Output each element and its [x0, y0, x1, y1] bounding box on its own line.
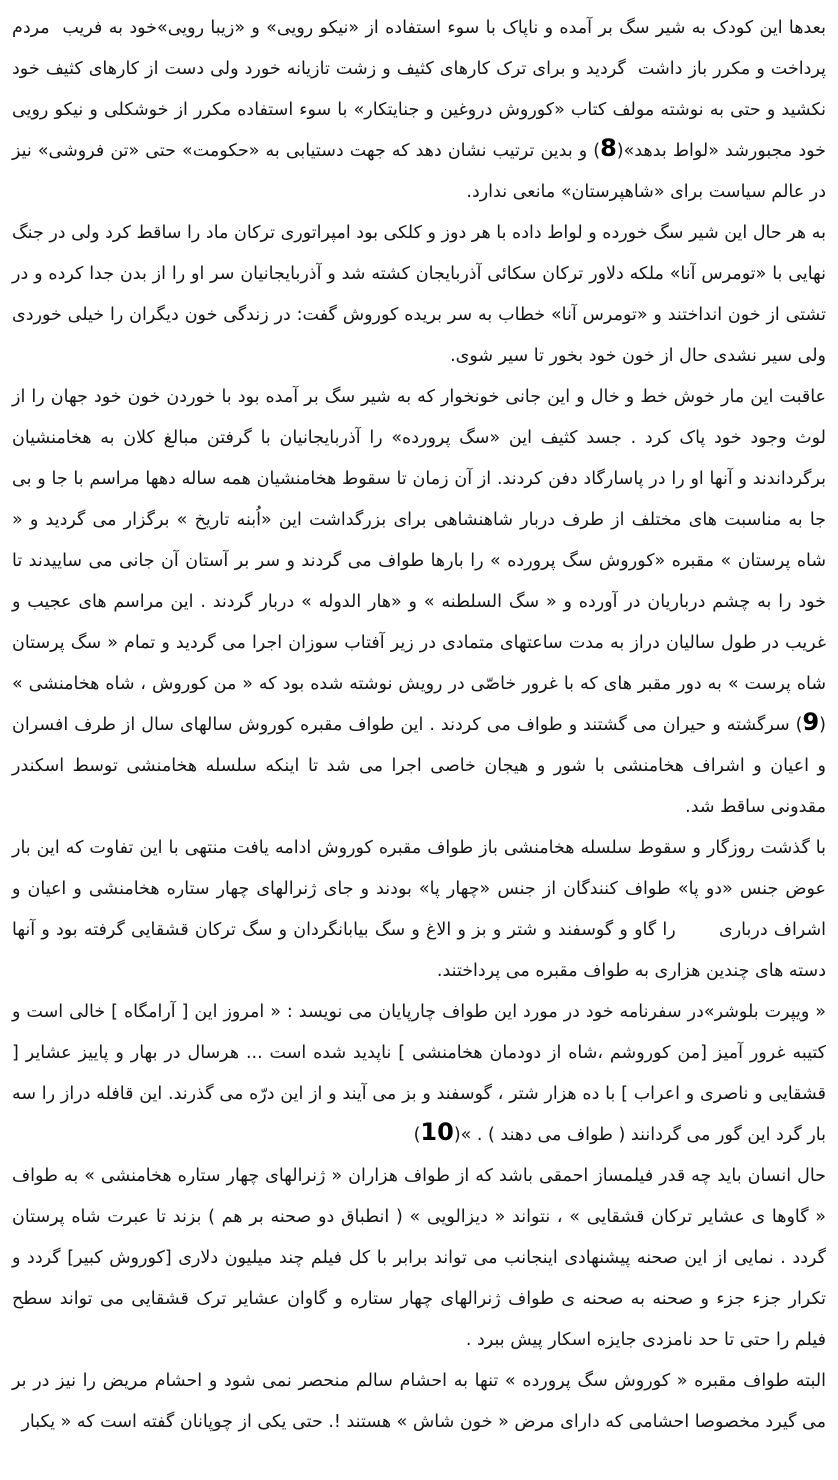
body-text: « ویپرت بلوشر»در سفرنامه خود در مورد این طواف چارپایان می نویسد : « امروز این [ آرامگاه ] خالی است و کتیبه غرور آمیز [من کوروشم ،شاه از دودمان هخامنشی ] ناپدید شده است ... هرسال در بهار و پاییز عشایر [ قشقایی و ناصری و اعراب ] با ده هزار شتر ، گوسفند و بز می آیند و از این درّه می گذرند. این قافله دراز را سه بار گرد این گور می گردانند ( طواف می دهند ) . »(: [6, 1002, 826, 1145]
paragraph-5: [6, 992, 826, 1156]
paragraph-7: [6, 1361, 826, 1443]
body-text: ) و بدین ترتیب نشان دهد که جهت دستیابی به «حکومت» حتی «تن فروشی» نیز در عالم سیاست برای «شاهپرستان» مانعی ندارد.: [6, 141, 826, 202]
paragraph-2: [6, 213, 826, 377]
body-text: به هر حال این شیر سگ خورده و لواط داده با هر دوز و کلکی بود امپراتوری ترکان ماد را ساقط کرد ولی در جنگ نهایی با «تومرس آنا» ملکه دلاور ترکان سکائی آذربایجان کشته شد و آذربایجانیان سر او را از بدن جدا کرده و در تشتی از خون انداختند و «تومرس آنا» خطاب به سر بریده کوروش گفت: در زندگی خون دیگران را خیلی خوردی ولی سیر نشدی حال از خون خود بخور تا سیر شوی.: [6, 223, 826, 366]
paragraph-6: [6, 1156, 826, 1361]
body-text: حال انسان باید چه قدر فیلمساز احمقی باشد که از طواف هزاران « ژنرالهای چهار ستاره هخامنشی » به طواف « گاوها ی عشایر ترکان قشقایی » ، نتواند « دیزالویی » ( انطباق دو صحنه بر هم ) بزند تا عبرت شاه پرستان گردد . نمایی از این صحنه پیشنهادی اینجانب می تواند برابر با کل فیلم چند میلیون دلاری [کوروش کبیر] گردد و تکرار جزء جزء و صحنه به صحنه ی طواف ژنرالهای چهار ستاره و گاوان عشایر ترک قشقایی می تواند سطح فیلم را حتی تا حد نامزدی جایزه اسکار پیش ببرد .: [6, 1166, 826, 1350]
paragraph-3: [6, 377, 826, 828]
body-text: با گذشت روزگار و سقوط سلسله هخامنشی باز طواف مقبره کوروش ادامه یافت منتهی با این تفاوت که این بار عوض جنس «دو پا» طواف کنندگان از جنس «چهار پا» بودند و جای ژنرالهای چهار ستاره هخامنشی و اعیان و اشراف درباری را گاو و گوسفند و شتر و بز و الاغ و سگ بیابانگردان و سگ ترکان قشقایی گرفته بود و آنها دسته های چندین هزاری به طواف مقبره می پرداختند.: [6, 838, 826, 981]
body-text: ): [413, 1125, 421, 1145]
footnote-ref-number: 9: [802, 708, 820, 736]
body-text: البته طواف مقبره « کوروش سگ پرورده » تنها به احشام سالم منحصر نمی شود و احشام مریض را نیز در بر می گیرد مخصوصا احشامی که دارای مرض « خون شاش » هستند !. حتی یکی از چوپانان گفته است که « یکبار: [6, 1371, 826, 1432]
body-text: بعدها این کودک به شیر سگ بر آمده و ناپاک با سوء استفاده از «نیکو رویی» و «زیبا رویی»خود به فریب مردم پرداخت و مکرر باز داشت گردید و برای ترک کارهای کثیف و زشت تازیانه خورد ولی دست از کارهای کثیف خود نکشید و حتی به نوشته مولف کتاب «کوروش دروغین و جنایتکار» با سوء استفاده مکرر از خوشکلی و نیکو رویی خود مجبورشد «لواط بدهد»(: [6, 18, 826, 161]
paragraph-4: [6, 828, 826, 992]
document-body: [6, 8, 826, 1443]
body-text: عاقبت این مار خوش خط و خال و این جانی خونخوار که به شیر سگ بر آمده بود با خوردن خون خود جهان را از لوث وجود خود پاک کرد . جسد کثیف این «سگ پرورده» را آذربایجانیان با گرفتن مبالغ کلان به هخامنشیان برگرداندند و آنها او را در پاسارگاد دفن کردند. از آن زمان تا سقوط هخامنشیان همه ساله دهها مراسم با جا و بی جا به مناسبت های مختلف از طرف دربار شاهنشاهی برای بزرگداشت این «اُبنه تاریخ » برگزار می گردید و « شاه پرستان » مقبره «کوروش سگ پرورده » را بارها طواف می گردند و سر بر آستان آن جانی می ساییدند تا خود را به چشم درباریان در آورده و « سگ السلطنه » و «هار الدوله » دربار گردند . این مراسم های عجیب و غریب در طول سالیان دراز به مدت ساعتهای متمادی در زیر آفتاب سوزان اجرا می گردید و تمام « سگ پرستان شاه پرست » به دور مقبر های که با غرور خاصّی در رویش نوشته شده بود که « من کوروش ، شاه هخامنشی » (: [6, 387, 826, 735]
footnote-ref-number: 10: [420, 1118, 454, 1146]
paragraph-1: [6, 8, 826, 213]
footnote-ref-number: 8: [600, 134, 617, 162]
body-text: ) سرگشته و حیران می گشتند و طواف می کردند . این طواف مقبره کوروش سالهای سال از طرف افسران و اعیان و اشراف هخامنشی با شور و هیجان خاصی اجرا می شد تا اینکه سلسله هخامنشی توسط اسکندر مقدونی ساقط شد.: [6, 715, 826, 817]
